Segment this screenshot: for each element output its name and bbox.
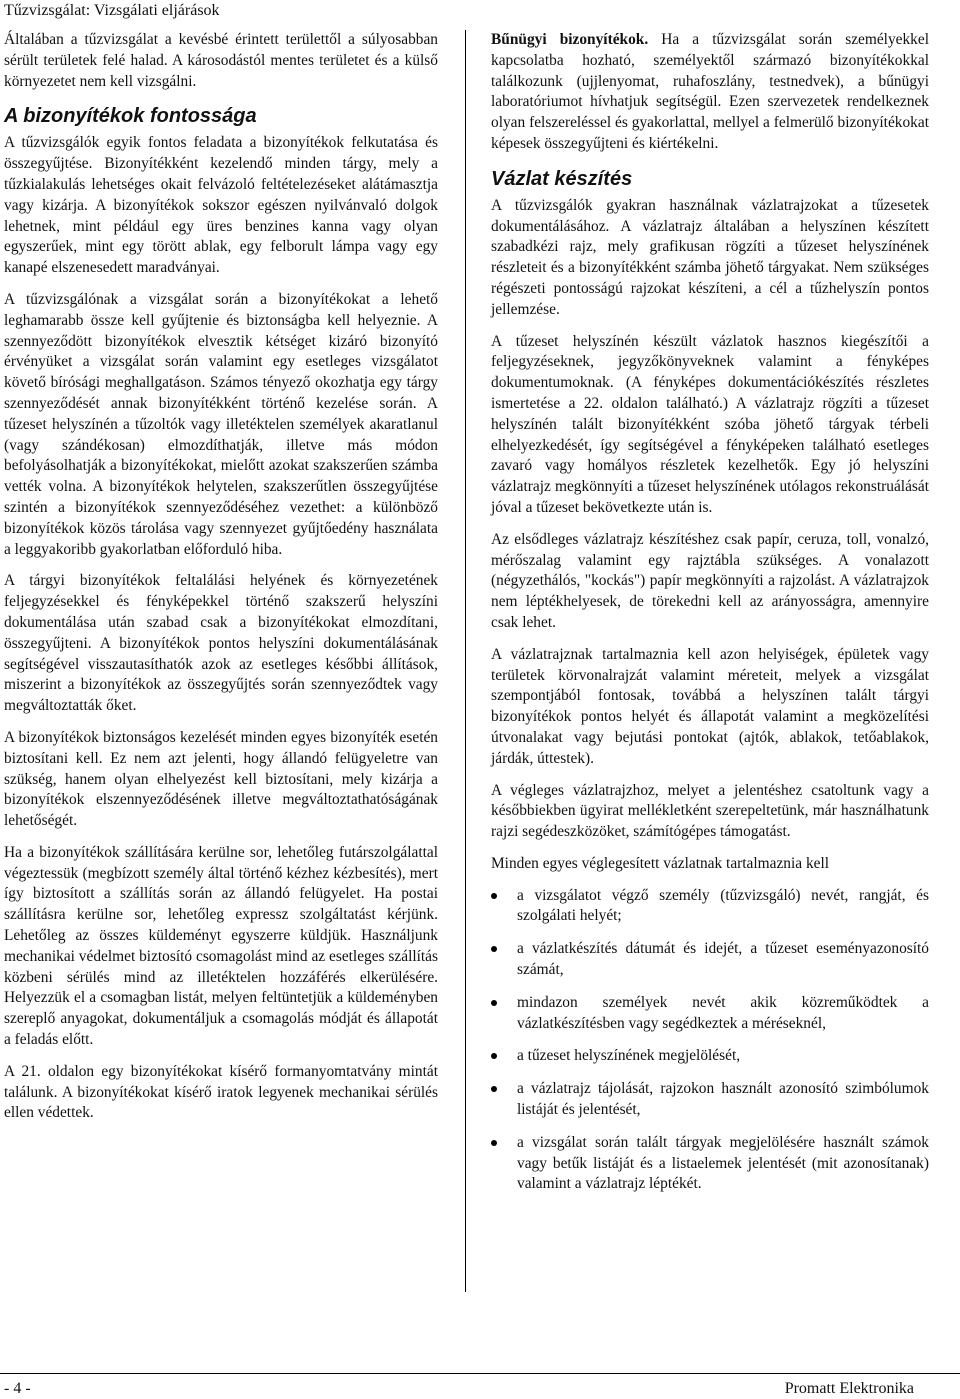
paragraph: A tűzvizsgálók gyakran használnak vázlatrajzokat a tűzesetek dokumentálásához. A vázlatrajz általában a helyszínen készített szabadkézi rajz, mely grafikusan rögzíti a tűzeset helyszínének részleteit és a bizonyítékként számba jöhető tárgyakat. Nem szükséges régészeti pontosságú rajzokat készíteni, a cél a tűzhelyszín pontos jellemzése.	[491, 196, 929, 318]
list-item	[491, 939, 929, 981]
section-heading-sketch: Vázlat készítés	[491, 167, 633, 190]
page-header-title: Tűzvizsgálat: Vizsgálati eljárások	[4, 2, 220, 19]
list-item-text: a vizsgálat során talált tárgyak megjelölésére használt számok vagy betűk listáját és a listaelemek jelentését (mit azonosítanak) valamint a vázlatrajz léptékét.	[517, 1133, 929, 1193]
list-item-text: a vázlatkészítés dátumát és idejét, a tűzeset eseményazonosító számát,	[517, 940, 929, 979]
bullet-icon	[491, 946, 497, 952]
section-heading-evidence: A bizonyítékok fontossága	[4, 105, 257, 128]
footer-publisher: Promatt Elektronika	[784, 1380, 914, 1397]
paragraph: A vázlatrajznak tartalmaznia kell azon helyiségek, épületek vagy területek körvonalrajzát valamint méreteit, melyek a vizsgálat szempontjából fontosak, továbbá a helyszínen talált tárgyi bizonyítékok pontos helyét és állapotát valamint a megközelítési útvonalakat vagy bejutási pontokat (ajtók, ablakok, tetőablakok, járdák, úttestek).	[491, 645, 929, 767]
paragraph: A tűzvizsgálónak a vizsgálat során a bizonyítékokat a lehető leghamarabb össze kell gyűjtenie és biztonságba kell helyeznie. A szennyeződött bizonyítékok elvesztik kétséget kizáró bizonyító érvényüket a vizsgálat során valamint egy esetleges vizsgálatot követő bírósági meghallgatáson. Számos tényező okozhatja egy tárgy szennyeződését annak bizonyítékként történő kezelése során. A tűzeset helyszínén a tűzoltók vagy illetéktelen személyek akaratlanul (vagy szándékosan) elmozdíthatják, illetve más módon befolyásolhatják a bizonyítékokat, mielőtt azokat szakszerűen számba vették volna. A bizonyítékok helytelen, szakszerűtlen összegyűjtése szintén a bizonyítékok szennyeződéséhez vezethet: a különböző bizonyítékok közös tárolása vagy szennyezet gyűjtőedény használata a leggyakoribb gyakorlatban előforduló hiba.	[4, 290, 438, 558]
sketch-requirements-list	[491, 886, 929, 1196]
paragraph: A 21. oldalon egy bizonyítékokat kísérő formanyomtatvány mintát találunk. A bizonyítékokat kísérő iratok legyenek mechanikai sérülés ellen védettek.	[4, 1062, 438, 1122]
page-number: - 4 -	[4, 1380, 31, 1397]
list-item	[491, 993, 929, 1035]
intro-paragraph: Általában a tűzvizsgálat a kevésbé érintett területtől a súlyosabban sérült területek felé halad. A károsodástól mentes területet és a külső környezetet nem kell vizsgálni.	[4, 31, 438, 90]
list-item-text: mindazon személyek nevét akik közreműködtek a vázlatkészítésben vagy segédkeztek a méréseknél,	[517, 993, 929, 1032]
left-column	[4, 30, 438, 1135]
list-item-text: a vizsgálatot végző személy (tűzvizsgáló) nevét, rangját, és szolgálati helyét;	[517, 886, 929, 925]
right-column	[491, 30, 929, 1207]
list-item	[491, 1133, 929, 1195]
paragraph: A tárgyi bizonyítékok feltalálási helyének és környezetének feljegyzésekkel és fényképekkel történő szakszerű helyszíni dokumentálása után szabad csak a bizonyítékokat elmozdítani, összegyűjteni. A bizonyítékok pontos helyszíni dokumentálásának segítségével visszautasíthatók azok az esetleges későbbi állítások, miszerint a bizonyítékok az összegyűjtés során szennyeződtek vagy megváltoztatták őket.	[4, 572, 438, 715]
bullet-icon	[491, 1086, 497, 1092]
inline-bold-term: Bűnügyi bizonyítékok.	[491, 31, 649, 48]
paragraph: A bizonyítékok biztonságos kezelését minden egyes bizonyíték esetén biztosítani kell. Ez nem azt jelenti, hogy állandó felügyeletre van szükség, hanem olyan elhelyezést kell biztosítani, mely kizárja a bizonyítékok elszennyeződésének illetve megváltoztathatóságának lehetőségét.	[4, 728, 438, 830]
paragraph: A tűzeset helyszínén készült vázlatok hasznos kiegészítői a feljegyzéseknek, jegyzőkönyveknek valamint a fényképes dokumentumoknak. (A fényképes dokumentációkészítés részletes ismertetése a 22. oldalon található.) A vázlatrajz rögzíti a tűzeset helyszínén talált bizonyítékként szóba jöhető tárgyak térbeli elhelyezkedését, így segítségével a fényképeken található esetleges zavaró vagy homályos részletek kezelhetők. Egy jó helyszíni vázlatrajz megkönnyíti a tűzeset helyszínének utólagos rekonstruálását jóval a tűzeset bekövetkezte után is.	[491, 332, 929, 516]
bullet-icon	[491, 1053, 497, 1059]
paragraph: Ha a bizonyítékok szállítására kerülne sor, lehetőleg futárszolgálattal végeztessük (megbízott személy által történő kézhez kézbesítés), mert így biztosított a szállítás során az állandó felügyelet. Ha postai szállításra kerülne sor, lehetőleg expressz szolgáltatást kérjünk. Lehetőleg az összes küldeményt egyszerre küldjük. Használjunk mechanikai védelmet biztosító csomagolást mind az esetleges szállítás közbeni sérülés mind az illetéktelen hozzáférés elkerülésére. Helyezzük el a csomagban listát, melyen feltüntetjük a küldeményben szereplő anyagokat, dokumentáljuk a csomagolás módját és állapotát a feladás előtt.	[4, 843, 438, 1049]
bullet-icon	[491, 1140, 497, 1146]
paragraph: Az elsődleges vázlatrajz készítéshez csak papír, ceruza, toll, vonalzó, mérőszalag valamint egy rajztábla szükséges. A vonalazott (négyzethálós, "kockás") papír megkönnyíti a rajzolást. A vázlatrajzok nem léptékhelyesek, de törekedni kell az arányosságra, amennyire csak lehet.	[491, 530, 929, 631]
column-divider	[465, 30, 466, 1292]
list-item-text: a vázlatrajz tájolását, rajzokon használt azonosító szimbólumok listáját és jelentését,	[517, 1080, 929, 1119]
footer-rule	[0, 1373, 960, 1374]
paragraph: Minden egyes véglegesített vázlatnak tartalmaznia kell	[491, 854, 830, 872]
paragraph-criminal-evidence	[491, 30, 929, 155]
list-item	[491, 886, 929, 928]
paragraph: A tűzvizsgálók egyik fontos feladata a bizonyítékok felkutatása és összegyűjtése. Bizonyítékként kezelendő minden tárgy, mely a tűzkialakulás lehetséges okait felvázoló feltételezéseket alátámasztja vagy kizárja. A bizonyítékok sokszor egészen nyilvánvaló dolgok lehetnek, mint például egy üres benzines kanna vagy olyan egyszerűek, mint egy törött ablak, egy felborult lámpa vagy egy kanapé elszenesedett maradványai.	[4, 134, 438, 277]
bullet-icon	[491, 893, 497, 899]
paragraph: A végleges vázlatrajzhoz, melyet a jelentéshez csatoltunk vagy a későbbiekben ügyirat mellékletként szerepeltetünk, már használhatunk rajzi segédeszközöket, számítógépes támogatást.	[491, 781, 929, 841]
list-item	[491, 1079, 929, 1121]
bullet-icon	[491, 1000, 497, 1006]
paragraph-text: Ha a tűzvizsgálat során személyekkel kapcsolatba hozható, személyektől származó bizonyítékokkal találkozunk (ujjlenyomat, ruhafoszlány, testnedvek), a bűnügyi laboratóriumot hívhatjuk segítségül. Ezen szervezetek rendelkeznek olyan felszereléssel és gyakorlattal, mellyel a felmerülő bizonyítékokat képesek összegyűjteni és kiértékelni.	[491, 31, 929, 152]
list-item-text: a tűzeset helyszínének megjelölését,	[517, 1047, 741, 1065]
list-item	[491, 1046, 929, 1067]
